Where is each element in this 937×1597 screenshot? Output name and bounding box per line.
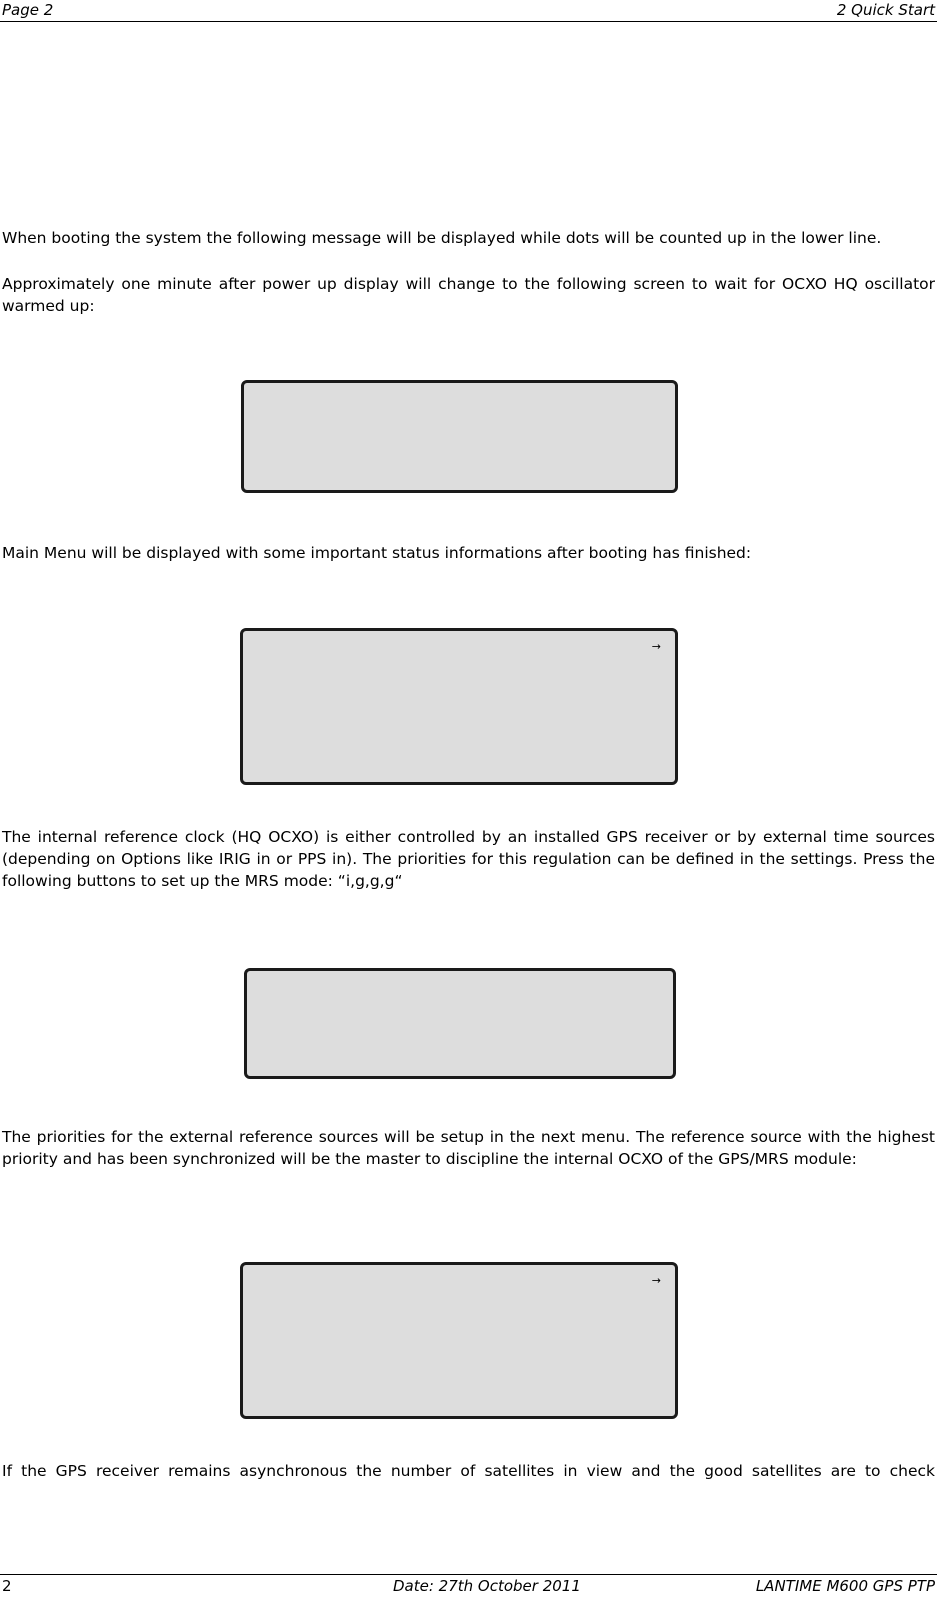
right-arrow-icon: →: [651, 640, 661, 653]
page-header-right: 2 Quick Start: [836, 1, 935, 19]
paragraph-priorities: The priorities for the external reference sources will be setup in the next menu. The reference source with the highest priority and has been synchronized will be the master to discipline the internal OCXO of the GPS/MRS module:: [2, 1128, 935, 1168]
footer-rule: [0, 1574, 937, 1575]
paragraph-gps-async: If the GPS receiver remains asynchronous the number of satellites in view and the good satellites are to check: [2, 1462, 935, 1480]
page-header-left: Page 2: [2, 1, 54, 19]
lcd-display-priorities: [240, 1262, 678, 1419]
document-date: Date: 27th October 2011: [393, 1577, 581, 1595]
paragraph-boot-message: When booting the system the following message will be displayed while dots will be counted up in the lower line.: [2, 229, 882, 247]
document-title: LANTIME M600 GPS PTP: [755, 1577, 935, 1595]
lcd-display-warmup: [241, 380, 678, 493]
lcd-display-mrs-mode: [244, 968, 676, 1079]
paragraph-main-menu: Main Menu will be displayed with some important status informations after booting has finished:: [2, 544, 752, 562]
lcd-display-main-menu: [240, 628, 678, 785]
paragraph-reference-clock: The internal reference clock (HQ OCXO) is either controlled by an installed GPS receiver or by external time sources (depending on Options like IRIG in or PPS in). The priorities for this regulation can be defined in the settings. Press the following buttons to set up the MRS mode: “i,g,g,g“: [2, 828, 935, 890]
page-number: 2: [2, 1577, 12, 1595]
header-rule: [0, 21, 937, 22]
paragraph-ocxo-warmup: Approximately one minute after power up display will change to the following screen to wait for OCXO HQ oscillator warmed up:: [2, 275, 935, 315]
right-arrow-icon: →: [651, 1274, 661, 1287]
